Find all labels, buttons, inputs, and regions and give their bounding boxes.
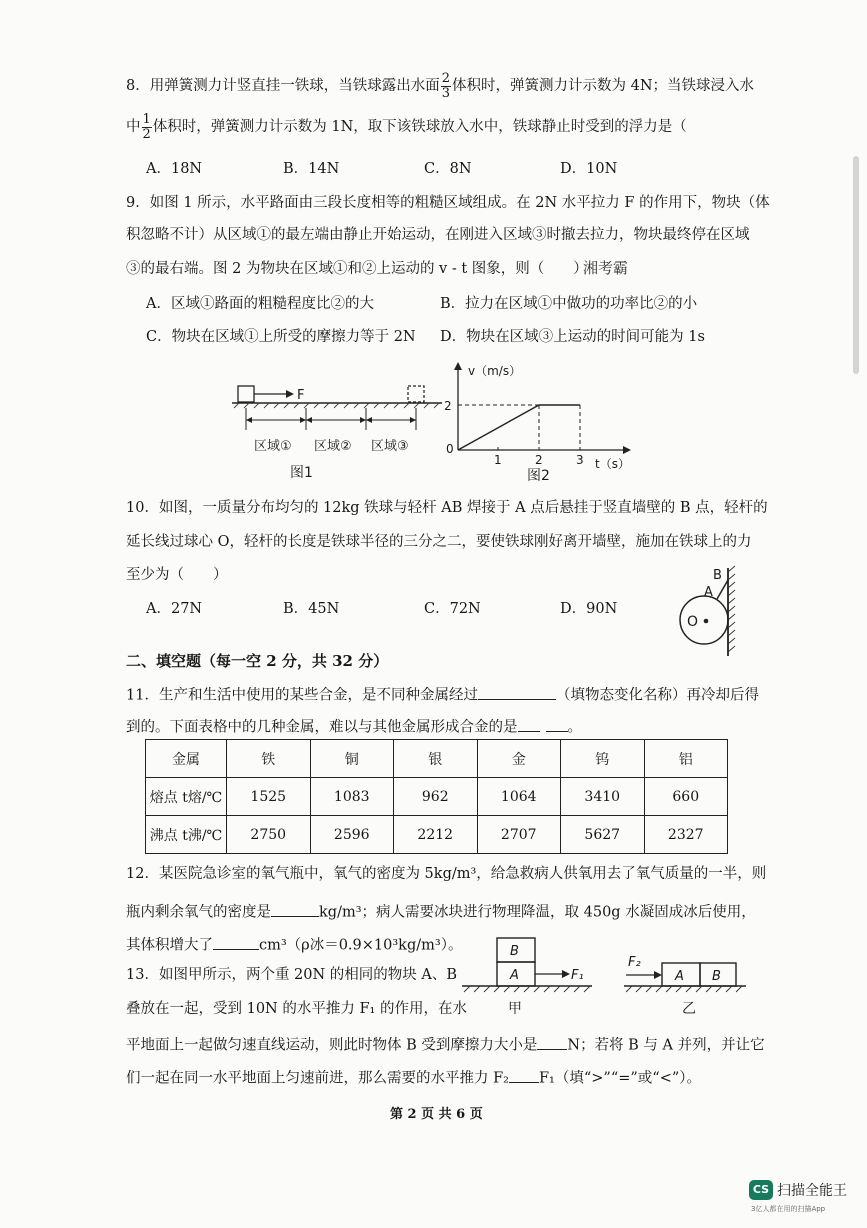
figure-yi-caption: 乙 xyxy=(682,1001,696,1017)
q12-line2-text-b: kg/m³；病人需要冰块进行物理降温，取 450g 水凝固成冰后使用， xyxy=(319,904,756,921)
table-cell: 5627 xyxy=(561,816,645,854)
table-cell: 1064 xyxy=(477,778,561,816)
q9-option-b[interactable]: B．拉力在区域①中做功的功率比②的小 xyxy=(440,296,698,312)
q10-option-c[interactable]: C．72N xyxy=(424,601,481,617)
camscanner-logo-icon: CS xyxy=(749,1180,773,1200)
t-tick-2: 2 xyxy=(535,453,543,467)
q12-line3 xyxy=(126,934,462,955)
force-F2-arrowhead xyxy=(654,971,662,979)
q12-line3-text-b: cm³（ρ冰＝0.9×10³kg/m³）。 xyxy=(259,937,463,954)
table-cell: 2707 xyxy=(477,816,561,854)
table-row-boiling-point xyxy=(146,816,728,854)
q8-option-d[interactable]: D．10N xyxy=(560,161,618,177)
q12-line2 xyxy=(126,901,756,922)
frac-numerator: 1 xyxy=(142,112,151,127)
wall-hatch xyxy=(728,566,735,652)
q8-line1 xyxy=(126,72,754,100)
table-cell: 金属 xyxy=(146,740,227,778)
q13-line3-text-b: N；若将 B 与 A 并列，并让它 xyxy=(567,1037,765,1054)
table-cell: 熔点 t熔/℃ xyxy=(146,778,227,816)
q13-figure-jia xyxy=(460,934,600,1024)
table-cell: 1083 xyxy=(310,778,394,816)
scrollbar[interactable] xyxy=(853,156,859,374)
q9-option-d[interactable]: D．物块在区域③上运动的时间可能为 1s xyxy=(440,329,705,345)
block-B-label: B xyxy=(510,944,519,959)
table-cell: 1525 xyxy=(227,778,311,816)
ball-center-dot xyxy=(704,619,709,624)
q8-option-a[interactable]: A．18N xyxy=(146,161,203,177)
q9-line3: ③的最右端。图 2 为物块在区域①和②上运动的 v - t 图象，则（ ） xyxy=(126,261,588,277)
table-cell: 2212 xyxy=(394,816,478,854)
page-number: 第 2 页 共 6 页 xyxy=(390,1107,483,1122)
q11-line2-text-a: 到的。下面表格中的几种金属，难以与其他金属形成合金的是 xyxy=(126,719,518,736)
q8-line2-text-b: 体积时，弹簧测力计示数为 1N，取下该铁球放入水中，铁球静止时受到的浮力是（ xyxy=(152,119,687,136)
q11-line1-text-b: （填物态变化名称）再冷却后得 xyxy=(555,687,759,704)
force-F2-label: F₂ xyxy=(628,955,641,970)
q13-line4 xyxy=(126,1067,701,1088)
watermark-app-name: 扫描全能王 xyxy=(777,1183,847,1199)
answer-blank-metal-1[interactable] xyxy=(518,716,540,732)
q12-line3-text-a: 其体积增大了 xyxy=(126,937,213,954)
block-B-label: B xyxy=(712,969,721,984)
table-cell: 铝 xyxy=(644,740,728,778)
figure2-caption: 图2 xyxy=(527,468,550,484)
zone-2-label: 区域② xyxy=(314,439,352,454)
ground-hatch xyxy=(464,986,590,992)
zone-markers xyxy=(246,408,416,430)
answer-blank-compare[interactable] xyxy=(509,1067,539,1083)
q10-line2: 延长线过球心 O，轻杆的长度是铁球半径的三分之二，要使铁球刚好离开墙壁，施加在铁球上的力 xyxy=(126,534,752,550)
segment-accelerating xyxy=(458,405,539,450)
block-final-dashed xyxy=(408,386,424,402)
q13-line4-text-a: 们一起在同一水平地面上匀速前进，那么需要的水平推力 F₂ xyxy=(126,1070,509,1087)
force-F1-arrowhead xyxy=(562,970,570,978)
q10-option-a[interactable]: A．27N xyxy=(146,601,203,617)
ground-hatch xyxy=(626,986,742,992)
q8-line1-text-b: 体积时，弹簧测力计示数为 4N；当铁球浸入水 xyxy=(452,78,755,95)
table-cell: 金 xyxy=(477,740,561,778)
table-cell: 2596 xyxy=(310,816,394,854)
q13-line2: 叠放在一起，受到 10N 的水平推力 F₁ 的作用，在水 xyxy=(126,1001,467,1017)
block-A-label: A xyxy=(510,968,519,983)
block xyxy=(238,386,254,402)
t-tick-3: 3 xyxy=(576,453,584,467)
q9-figure1 xyxy=(230,378,450,483)
q8-line2 xyxy=(126,113,687,141)
q9-figure2-vt-graph xyxy=(440,360,640,485)
block-A-label: A xyxy=(675,969,684,984)
q11-line1-text-a: 11．生产和生活中使用的某些合金，是不同种金属经过 xyxy=(126,687,478,704)
frac-denominator: 3 xyxy=(441,85,451,101)
zone-1-label: 区域① xyxy=(254,439,292,454)
table-cell: 铁 xyxy=(227,740,311,778)
v-tick-2: 2 xyxy=(444,399,452,413)
answer-blank-density[interactable] xyxy=(271,901,319,917)
table-cell: 沸点 t沸/℃ xyxy=(146,816,227,854)
center-O-label: O xyxy=(687,614,699,630)
handwritten-note: 湘考霸 xyxy=(583,259,629,277)
metal-properties-table xyxy=(145,739,728,854)
v-axis-arrow xyxy=(454,362,462,370)
q12-line2-text-a: 瓶内剩余氧气的密度是 xyxy=(126,904,271,921)
q10-figure-ball-wall xyxy=(675,562,745,662)
t-axis-label: t（s） xyxy=(595,457,630,471)
answer-blank-friction[interactable] xyxy=(537,1034,567,1050)
q8-line2-text-a: 中 xyxy=(126,119,141,136)
q8-option-b[interactable]: B．14N xyxy=(283,161,340,177)
q11-line1 xyxy=(126,684,759,705)
t-tick-1: 1 xyxy=(494,453,502,467)
q9-option-a[interactable]: A．区域①路面的粗糙程度比②的大 xyxy=(146,296,374,312)
q12-line1: 12．某医院急诊室的氧气瓶中，氧气的密度为 5kg/m³，给急救病人供氧用去了氧气质量的一半，则 xyxy=(126,866,767,882)
table-cell: 2750 xyxy=(227,816,311,854)
q13-line3-text-a: 平地面上一起做匀速直线运动，则此时物体 B 受到摩擦力大小是 xyxy=(126,1037,538,1054)
table-cell: 2327 xyxy=(644,816,728,854)
figure-jia-caption: 甲 xyxy=(508,1001,522,1017)
section-title-fill-in: 二、填空题（每一空 2 分，共 32 分） xyxy=(126,652,389,670)
force-F1-label: F₁ xyxy=(571,968,584,983)
fraction-one-half xyxy=(142,113,152,141)
q8-line1-text-a: 8．用弹簧测力计竖直挂一铁球，当铁球露出水面 xyxy=(126,78,440,95)
frac-denominator: 2 xyxy=(142,126,151,142)
q9-option-c[interactable]: C．物块在区域①上所受的摩擦力等于 2N xyxy=(146,329,416,345)
origin-label: 0 xyxy=(446,442,454,456)
q13-figure-yi xyxy=(622,952,752,1024)
table-cell: 3410 xyxy=(561,778,645,816)
t-axis-arrow xyxy=(623,446,631,454)
point-B-label: B xyxy=(713,568,722,583)
q13-line1: 13．如图甲所示，两个重 20N 的相同的物块 A、B xyxy=(126,967,458,983)
q10-option-b[interactable]: B．45N xyxy=(283,601,340,617)
point-A-label: A xyxy=(704,585,713,600)
v-axis-label: v（m/s） xyxy=(468,364,522,378)
q8-option-c[interactable]: C．8N xyxy=(424,161,472,177)
q10-line3: 至少为（ ） xyxy=(126,567,228,583)
q10-line1: 10．如图，一质量分布均匀的 12kg 铁球与轻杆 AB 焊接于 A 点后悬挂于竖直墙壁的 B 点，轻杆的 xyxy=(126,500,768,516)
q9-line1: 9．如图 1 所示，水平路面由三段长度相等的粗糙区域组成。在 2N 水平拉力 F 的作用下，物块（体 xyxy=(126,195,770,211)
q11-line2-text-b: 。 xyxy=(567,719,582,736)
force-arrowhead xyxy=(286,390,294,398)
force-label: F xyxy=(297,388,305,403)
table-row-melting-point xyxy=(146,778,728,816)
table-cell: 铜 xyxy=(310,740,394,778)
figure1-caption: 图1 xyxy=(290,465,313,481)
frac-numerator: 2 xyxy=(441,71,451,86)
answer-blank-phase-change[interactable] xyxy=(478,684,556,700)
table-cell: 660 xyxy=(644,778,728,816)
table-cell: 钨 xyxy=(561,740,645,778)
answer-blank-volume[interactable] xyxy=(213,934,259,950)
fraction-two-thirds xyxy=(441,72,451,100)
table-row-header xyxy=(146,740,728,778)
table-cell: 962 xyxy=(394,778,478,816)
watermark-slogan: 3亿人都在用的扫描App xyxy=(751,1205,826,1213)
q9-line2: 积忽略不计）从区域①的最左端由静止开始运动，在刚进入区域③时撤去拉力，物块最终停在区域 xyxy=(126,227,750,243)
q13-line4-text-b: F₁（填“>”“=”或“<”）。 xyxy=(538,1070,702,1087)
q13-line3 xyxy=(126,1034,765,1055)
answer-blank-metal-2[interactable] xyxy=(546,716,568,732)
table-cell: 银 xyxy=(394,740,478,778)
q11-line2 xyxy=(126,716,582,737)
zone-3-label: 区域③ xyxy=(371,439,409,454)
q10-option-d[interactable]: D．90N xyxy=(560,601,618,617)
